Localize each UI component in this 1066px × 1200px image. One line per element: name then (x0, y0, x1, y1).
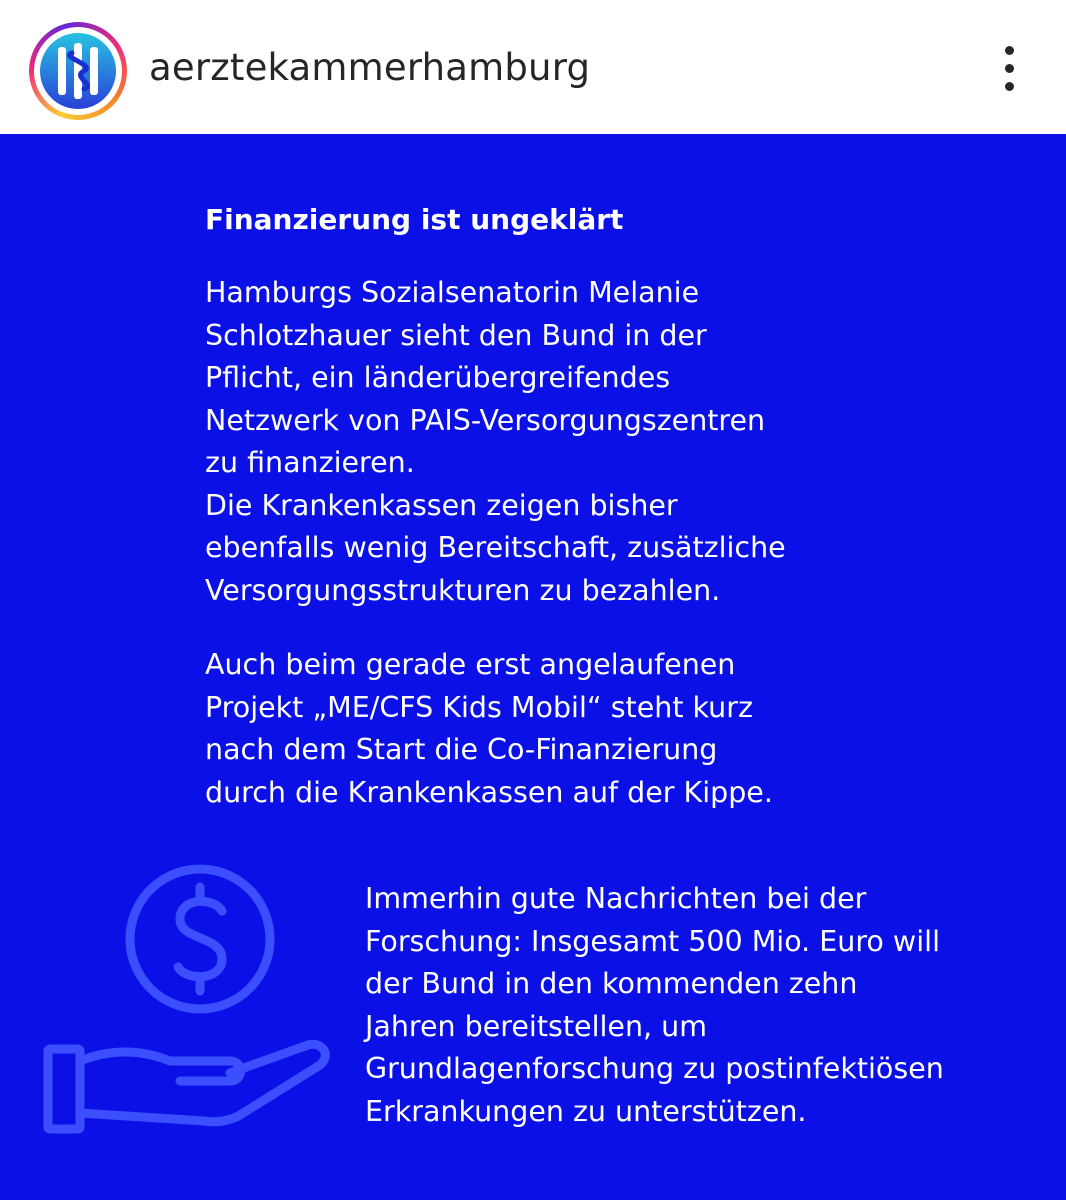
text-line: ebenfalls wenig Bereitschaft, zusätzliche (205, 531, 786, 564)
post-image-slide[interactable] (0, 134, 1066, 1200)
text-line: Schlotzhauer sieht den Bund in der (205, 318, 707, 352)
aerztekammer-logo-icon (38, 31, 118, 111)
text-line: der Bund in den kommenden zehn (365, 967, 858, 1000)
paragraph-kids-mobil (205, 644, 773, 814)
text-line: Projekt „ME/CFS Kids Mobil“ steht kurz (205, 690, 753, 724)
text-line: Auch beim gerade erst angelaufenen (205, 648, 736, 681)
text-line: Erkrankungen zu unterstützen. (365, 1094, 807, 1128)
text-line: Versorgungsstrukturen zu bezahlen. (205, 573, 721, 607)
text-line: Pflicht, ein länderübergreifendes (205, 361, 671, 394)
account-username[interactable]: aerztekammerhamburg (149, 46, 591, 89)
text-line: Hamburgs Sozialsenatorin Melanie (205, 276, 700, 309)
text-line: Jahren bereitstellen, um (365, 1009, 707, 1043)
text-line: Forschung: Insgesamt 500 Mio. Euro will (365, 924, 940, 958)
paragraph-financing (205, 272, 786, 612)
post-header (0, 0, 1066, 134)
text-line: Netzwerk von PAIS-Versorgungszentren (205, 403, 766, 437)
text-line: Immerhin gute Nachrichten bei der (365, 882, 867, 915)
text-line: nach dem Start die Co-Finanzierung (205, 733, 718, 766)
text-line: zu finanzieren. (205, 446, 415, 479)
text-line: Grundlagenforschung zu postinfektiösen (365, 1052, 944, 1085)
text-line: Die Krankenkassen zeigen bisher (205, 488, 678, 522)
story-ring[interactable] (29, 22, 127, 120)
text-line: durch die Krankenkassen auf der Kippe. (205, 775, 773, 809)
hand-dollar-coin-icon (40, 849, 330, 1139)
slide-heading: Finanzierung ist ungeklärt (205, 203, 624, 236)
avatar-frame (34, 27, 122, 115)
more-options-button[interactable] (990, 42, 1030, 94)
paragraph-research (365, 878, 944, 1133)
